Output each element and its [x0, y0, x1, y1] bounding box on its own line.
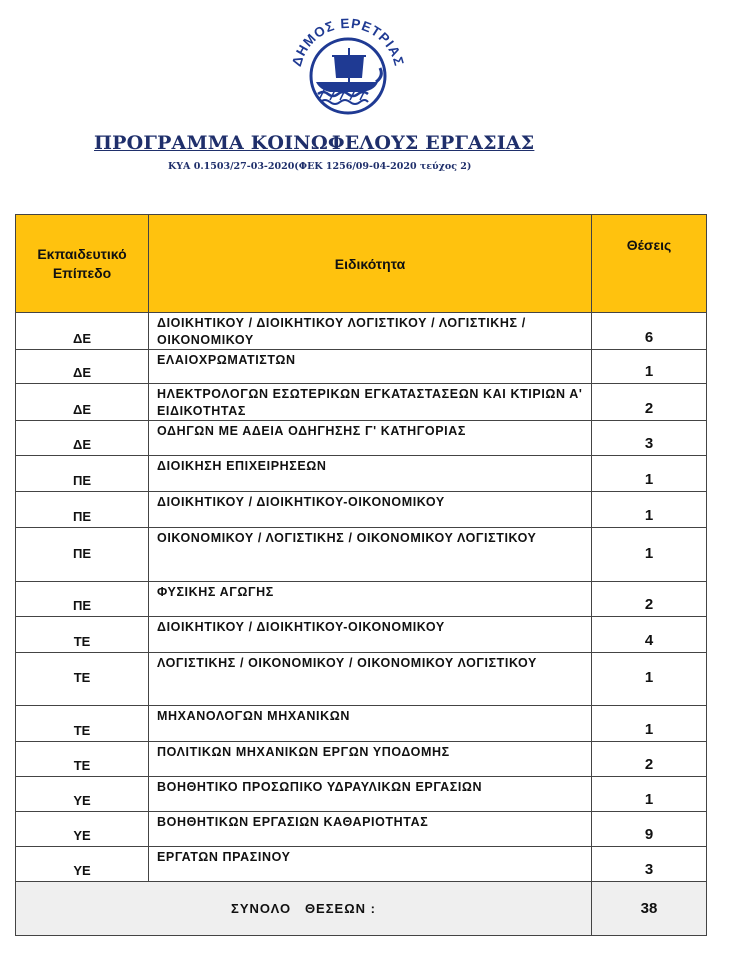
positions-cell: 1	[592, 528, 707, 582]
positions-cell: 1	[592, 456, 707, 492]
positions-table	[15, 214, 707, 936]
table-row	[16, 706, 707, 742]
table-row	[16, 742, 707, 777]
level-cell: ΠΕ	[16, 528, 149, 582]
specialty-cell: ΦΥΣΙΚΗΣ ΑΓΩΓΗΣ	[149, 582, 592, 617]
level-cell: ΠΕ	[16, 582, 149, 617]
level-cell: ΥΕ	[16, 812, 149, 847]
column-header-positions: Θέσεις	[592, 215, 707, 313]
positions-cell: 9	[592, 812, 707, 847]
specialty-cell: ΠΟΛΙΤΙΚΩΝ ΜΗΧΑΝΙΚΩΝ ΕΡΓΩΝ ΥΠΟΔΟΜΗΣ	[149, 742, 592, 777]
table-row	[16, 812, 707, 847]
specialty-cell: ΒΟΗΘΗΤΙΚΩΝ ΕΡΓΑΣΙΩΝ ΚΑΘΑΡΙΟΤΗΤΑΣ	[149, 812, 592, 847]
positions-cell: 1	[592, 492, 707, 528]
logo-text: ΔΗΜΟΣ ΕΡΕΤΡΙΑΣ	[289, 15, 407, 69]
specialty-cell: ΜΗΧΑΝΟΛΟΓΩΝ ΜΗΧΑΝΙΚΩΝ	[149, 706, 592, 742]
page-subtitle: ΚΥΑ 0.1503/27-03-2020(ΦΕΚ 1256/09-04-2020 τεύχος 2)	[168, 161, 472, 172]
specialty-cell: ΟΙΚΟΝΟΜΙΚΟΥ / ΛΟΓΙΣΤΙΚΗΣ / ΟΙΚΟΝΟΜΙΚΟΥ ΛΟΓΙΣΤΙΚΟΥ	[149, 528, 592, 582]
positions-cell: 6	[592, 313, 707, 350]
level-cell: ΔΕ	[16, 313, 149, 350]
positions-cell: 1	[592, 777, 707, 812]
specialty-cell: ΟΔΗΓΩΝ ΜΕ ΑΔΕΙΑ ΟΔΗΓΗΣΗΣ Γ' ΚΑΤΗΓΟΡΙΑΣ	[149, 421, 592, 456]
positions-cell: 1	[592, 706, 707, 742]
column-header-level: Εκπαιδευτικό Επίπεδο	[16, 215, 149, 313]
positions-cell: 1	[592, 350, 707, 384]
level-cell: ΤΕ	[16, 706, 149, 742]
table-row	[16, 384, 707, 421]
table-row	[16, 456, 707, 492]
level-cell: ΤΕ	[16, 653, 149, 706]
table-row	[16, 617, 707, 653]
level-cell: ΤΕ	[16, 742, 149, 777]
positions-cell: 2	[592, 742, 707, 777]
ship-logo-icon	[262, 6, 434, 124]
total-value: 38	[592, 882, 707, 936]
table-row	[16, 582, 707, 617]
level-cell: ΥΕ	[16, 847, 149, 882]
table-row	[16, 653, 707, 706]
specialty-cell: ΔΙΟΙΚΗΤΙΚΟΥ / ΔΙΟΙΚΗΤΙΚΟΥ-ΟΙΚΟΝΟΜΙΚΟΥ	[149, 492, 592, 528]
positions-cell: 3	[592, 847, 707, 882]
level-cell: ΠΕ	[16, 456, 149, 492]
positions-cell: 3	[592, 421, 707, 456]
level-cell: ΔΕ	[16, 421, 149, 456]
column-header-specialty: Ειδικότητα	[149, 215, 592, 313]
specialty-cell: ΔΙΟΙΚΗΣΗ ΕΠΙΧΕΙΡΗΣΕΩΝ	[149, 456, 592, 492]
positions-cell: 1	[592, 653, 707, 706]
table-row	[16, 528, 707, 582]
specialty-cell: ΔΙΟΙΚΗΤΙΚΟΥ / ΔΙΟΙΚΗΤΙΚΟΥ-ΟΙΚΟΝΟΜΙΚΟΥ	[149, 617, 592, 653]
level-cell: ΥΕ	[16, 777, 149, 812]
level-cell: ΠΕ	[16, 492, 149, 528]
level-cell: ΤΕ	[16, 617, 149, 653]
page-title: ΠΡΟΓΡΑΜΜΑ ΚΟΙΝΩΦΕΛΟΥΣ ΕΡΓΑΣΙΑΣ	[94, 132, 535, 154]
level-cell: ΔΕ	[16, 384, 149, 421]
table-row	[16, 777, 707, 812]
specialty-cell: ΗΛΕΚΤΡΟΛΟΓΩΝ ΕΣΩΤΕΡΙΚΩΝ ΕΓΚΑΤΑΣΤΑΣΕΩΝ ΚΑΙ ΚΤΙΡΙΩΝ Α' ΕΙΔΙΚΟΤΗΤΑΣ	[149, 384, 592, 421]
specialty-cell: ΒΟΗΘΗΤΙΚΟ ΠΡΟΣΩΠΙΚΟ ΥΔΡΑΥΛΙΚΩΝ ΕΡΓΑΣΙΩΝ	[149, 777, 592, 812]
table-row	[16, 492, 707, 528]
total-row	[16, 882, 707, 936]
table-row	[16, 350, 707, 384]
specialty-cell: ΔΙΟΙΚΗΤΙΚΟΥ / ΔΙΟΙΚΗΤΙΚΟΥ ΛΟΓΙΣΤΙΚΟΥ / ΛΟΓΙΣΤΙΚΗΣ / ΟΙΚΟΝΟΜΙΚΟΥ	[149, 313, 592, 350]
specialty-cell: ΕΡΓΑΤΩΝ ΠΡΑΣΙΝΟΥ	[149, 847, 592, 882]
specialty-cell: ΕΛΑΙΟΧΡΩΜΑΤΙΣΤΩΝ	[149, 350, 592, 384]
positions-cell: 4	[592, 617, 707, 653]
level-cell: ΔΕ	[16, 350, 149, 384]
table-header-row	[16, 215, 707, 313]
positions-cell: 2	[592, 582, 707, 617]
total-label: ΣΥΝΟΛΟ ΘΕΣΕΩΝ :	[16, 882, 592, 936]
positions-cell: 2	[592, 384, 707, 421]
table-row	[16, 847, 707, 882]
table-row	[16, 313, 707, 350]
table-row	[16, 421, 707, 456]
specialty-cell: ΛΟΓΙΣΤΙΚΗΣ / ΟΙΚΟΝΟΜΙΚΟΥ / ΟΙΚΟΝΟΜΙΚΟΥ ΛΟΓΙΣΤΙΚΟΥ	[149, 653, 592, 706]
municipality-logo	[262, 6, 434, 124]
